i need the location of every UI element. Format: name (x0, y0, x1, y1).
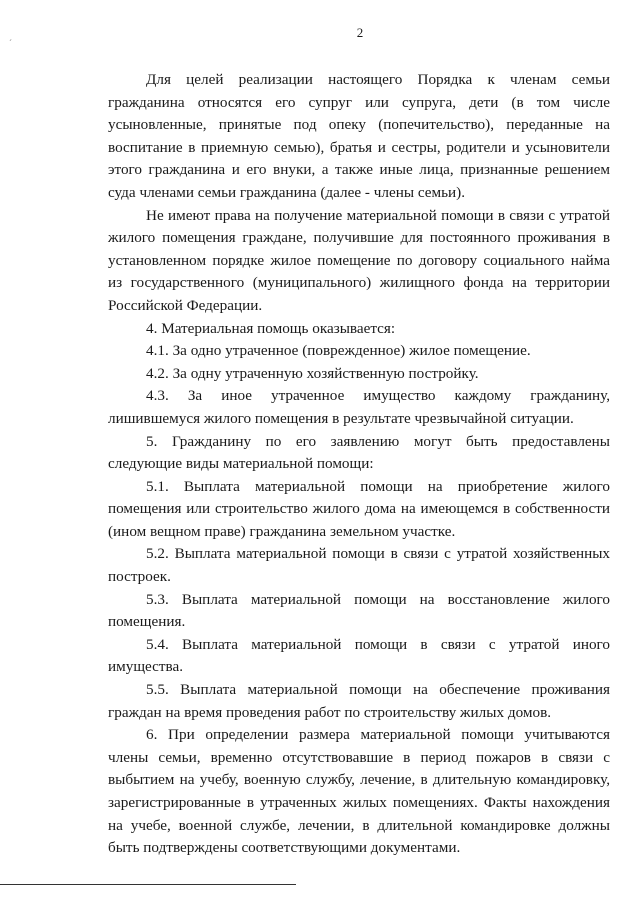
clause-4: 4. Материальная помощь оказывается: (146, 319, 396, 337)
footer-divider (0, 884, 296, 885)
clause-5: 5. Гражданину по его заявлению могут быть предоставлены следующие виды материальной помощи: (108, 432, 610, 473)
clause-5-2: 5.2. Выплата материальной помощи в связи с утратой хозяйственных построек. (108, 545, 610, 586)
clause-4-3: 4.3. За иное утраченное имущество каждому гражданину, лишившемуся жилого помещения в результате чрезвычайной ситуации. (108, 387, 610, 427)
scan-artifact-mark: ´ (9, 38, 12, 48)
clause-4-1: 4.1. За одно утраченное (поврежденное) жилое помещение. (146, 342, 531, 360)
document-body (108, 69, 610, 860)
clause-5-1: 5.1. Выплата материальной помощи на приобретение жилого помещения или строительство жилого дома на имеющемся в собственности (ином вещном праве) гражданина земельном участке. (108, 477, 610, 540)
clause-6: 6. При определении размера материальной помощи учитываются члены семьи, временно отсутствовавшие в период пожаров в связи с выбытием на учебу, военную службу, лечение, в длительную командировку, зарегистрированные в утраченных жилых помещениях. Факты нахождения на учебе, военной службе, лечении, в длительной командировке должны быть подтверждены соответствующими документами. (108, 726, 610, 857)
clause-5-5: 5.5. Выплата материальной помощи на обеспечение проживания граждан на время проведения работ по строительству жилых домов. (108, 681, 610, 721)
paragraph-ineligibility: Не имеют права на получение материальной помощи в связи с утратой жилого помещения граждане, получившие для постоянного проживания в установленном порядке жилое помещение по договору социального найма из государственного (муниципального) жилищного фонда на территории Российской Федерации. (108, 206, 610, 314)
page-number: 2 (356, 25, 364, 40)
paragraph-family-members-definition: Для целей реализации настоящего Порядка к членам семьи гражданина относятся его супруг или супруга, дети (в том числе усыновленные, принятые под опеку (попечительство), переданные на воспитание в приемную семью), братья и сестры, родители и усыновители этого гражданина и его внуки, а также иные лица, признанные решением суда членами семьи гражданина (далее - члены семьи). (108, 71, 610, 201)
clause-4-2: 4.2. За одну утраченную хозяйственную постройку. (146, 364, 479, 382)
clause-5-4: 5.4. Выплата материальной помощи в связи с утратой иного имущества. (108, 635, 610, 676)
clause-5-3: 5.3. Выплата материальной помощи на восстановление жилого помещения. (108, 590, 610, 631)
